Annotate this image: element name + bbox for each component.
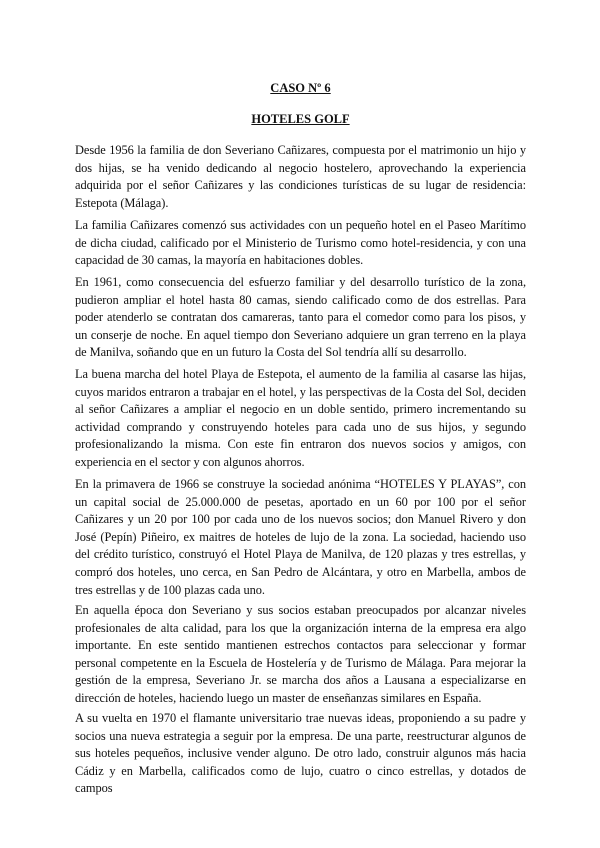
paragraph-1: Desde 1956 la familia de don Severiano Cañizares, compuesta por el matrimonio un hijo y dos hijas, se ha venido dedicando al negocio hostelero, aprovechando la experiencia adquirida por el señor Cañizares y las condiciones turísticas de su lugar de residencia: Estepota (Málaga). [75, 143, 526, 210]
paragraph-7: A su vuelta en 1970 el flamante universitario trae nuevas ideas, proponiendo a su padre y socios una nueva estrategia a seguir por la empresa. De una parte, reestructurar algunos de sus hoteles pequeños, inclusive vender alguno. De otro lado, construir algunos más hacia Cádiz y en Marbella, calificados como de lujo, cuatro o cinco estrellas, y dotados de campos [75, 711, 526, 796]
paragraph-2: La familia Cañizares comenzó sus actividades con un pequeño hotel en el Paseo Marítimo de dicha ciudad, calificado por el Ministerio de Turismo como hotel-residencia, y con una capacidad de 30 camas, la mayoría en habitaciones dobles. [75, 218, 526, 268]
paragraph-6: En aquella época don Severiano y sus socios estaban preocupados por alcanzar niveles profesionales de alta calidad, para los que la organización interna de la empresa era algo importante. En este sentido mantienen estrechos contactos para seleccionar y formar personal competente en la Escuela de Hostelería y de Turismo de Málaga. Para mejorar la gestión de la empresa, Severiano Jr. se marcha dos años a Lausana a especializarse en dirección de hoteles, haciendo luego un master de enseñanzas similares en España. [75, 603, 526, 705]
case-number-heading: CASO Nº 6 [270, 81, 331, 95]
paragraph-3: En 1961, como consecuencia del esfuerzo familiar y del desarrollo turístico de la zona, pudieron ampliar el hotel hasta 80 camas, siendo calificado como de dos estrellas. Para poder atenderlo se contratan dos camareras, tanto para el comedor como para los pisos, y un conserje de noche. En aquel tiempo don Severiano adquiere un gran terreno en la playa de Manilva, soñando que en un futuro la Costa del Sol tendría allí su desarrollo. [75, 275, 526, 360]
paragraph-4: La buena marcha del hotel Playa de Estepota, el aumento de la familia al casarse las hijas, cuyos maridos entraron a trabajar en el hotel, y las perspectivas de la Costa del Sol, deciden al señor Cañizares a ampliar el negocio en un doble sentido, primero incrementando su actividad comprando y construyendo hoteles para cada uno de sus hijos, y segundo profesionalizando la misma. Con este fin entraron dos nuevos socios y amigos, con experiencia en el sector y con algunos ahorros. [75, 367, 526, 469]
case-title-heading: HOTELES GOLF [251, 112, 350, 126]
paragraph-5: En la primavera de 1966 se construye la sociedad anónima “HOTELES Y PLAYAS”, con un capital social de 25.000.000 de pesetas, aportado en un 60 por 100 por el señor Cañizares y un 20 por 100 por cada uno de los nuevos socios; don Manuel Rivero y don José (Pepín) Piñeiro, ex maitres de hoteles de lujo de la zona. La sociedad, haciendo uso del crédito turístico, construyó el Hotel Playa de Manilva, de 120 plazas y tres estrellas, y compró dos hoteles, uno cerca, en San Pedro de Alcántara, y otro en Marbella, ambos de tres estrellas y de 100 plazas cada uno. [75, 477, 526, 597]
